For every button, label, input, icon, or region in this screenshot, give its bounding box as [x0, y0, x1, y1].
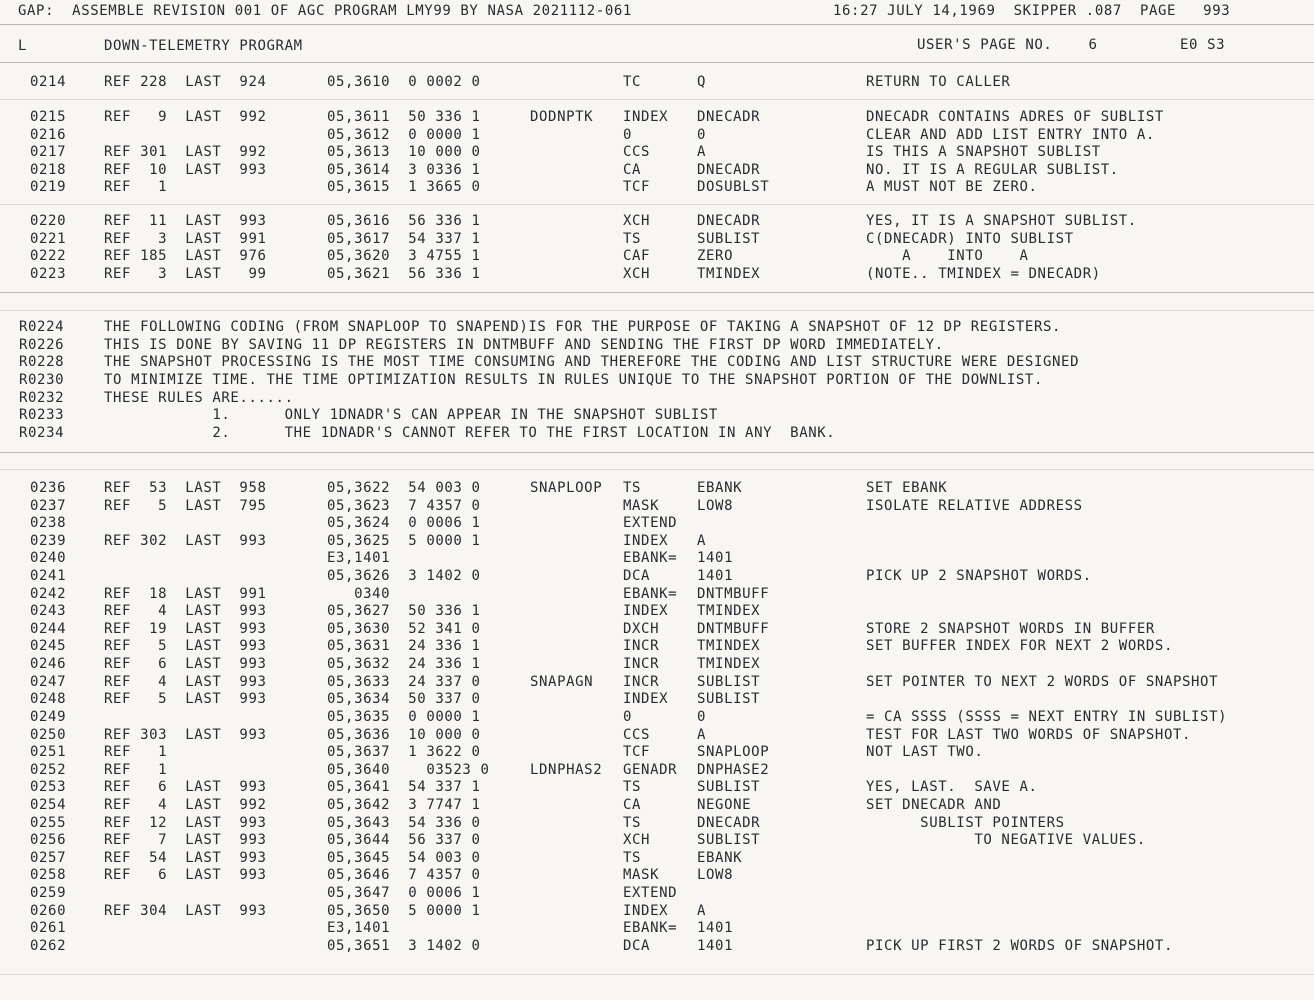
section-title: DOWN-TELEMETRY PROGRAM	[104, 38, 303, 54]
line-op: MASK	[623, 867, 660, 883]
line-comment: TO NEGATIVE VALUES.	[866, 832, 1146, 848]
line-ref: REF 6 LAST 993	[104, 867, 267, 883]
line-operand: DOSUBLST	[697, 179, 770, 195]
remark-number: R0228	[19, 354, 65, 370]
line-addr: 05,3635 0 0000 1	[327, 709, 481, 725]
line-number: 0242	[30, 586, 67, 602]
line-number: 0215	[30, 109, 67, 125]
line-comment: CLEAR AND ADD LIST ENTRY INTO A.	[866, 127, 1155, 143]
line-op: TCF	[623, 744, 651, 760]
line-number: 0255	[30, 815, 67, 831]
line-number: 0221	[30, 231, 67, 247]
separator	[0, 310, 1314, 311]
line-operand: SUBLIST	[697, 691, 761, 707]
line-op: INDEX	[623, 603, 669, 619]
line-operand: A	[697, 903, 707, 919]
line-addr: 05,3623 7 4357 0	[327, 498, 481, 514]
line-op: EXTEND	[623, 885, 678, 901]
line-addr: 05,3645 54 003 0	[327, 850, 481, 866]
line-addr: 05,3611 50 336 1	[327, 109, 481, 125]
line-addr: 05,3642 3 7747 1	[327, 797, 481, 813]
line-ref: REF 304 LAST 993	[104, 903, 267, 919]
line-addr: 05,3651 3 1402 0	[327, 938, 481, 954]
line-ref: REF 6 LAST 993	[104, 779, 267, 795]
line-ref: REF 19 LAST 993	[104, 621, 267, 637]
line-number: 0258	[30, 867, 67, 883]
line-number: 0261	[30, 920, 67, 936]
line-addr: 05,3636 10 000 0	[327, 727, 481, 743]
line-addr: 05,3620 3 4755 1	[327, 248, 481, 264]
line-comment: RETURN TO CALLER	[866, 74, 1011, 90]
line-op: EXTEND	[623, 515, 678, 531]
line-op: TS	[623, 231, 642, 247]
line-operand: 1401	[697, 920, 734, 936]
line-op: CAF	[623, 248, 651, 264]
line-ref: REF 302 LAST 993	[104, 533, 267, 549]
line-comment: SET EBANK	[866, 480, 948, 496]
line-ref: REF 1	[104, 179, 168, 195]
line-op: TC	[623, 74, 642, 90]
line-number: 0245	[30, 638, 67, 654]
line-op: TS	[623, 850, 642, 866]
line-comment: C(DNECADR) INTO SUBLIST	[866, 231, 1074, 247]
remark-number: R0230	[19, 372, 65, 388]
line-op: EBANK=	[623, 586, 678, 602]
remark-text: TO MINIMIZE TIME. THE TIME OPTIMIZATION RESULTS IN RULES UNIQUE TO THE SNAPSHOT PORTION OF THE DOWNLIST.	[104, 372, 1043, 388]
line-number: 0253	[30, 779, 67, 795]
header-datetime-page: 16:27 JULY 14,1969 SKIPPER .087 PAGE 993	[833, 3, 1231, 19]
line-label: SNAPLOOP	[530, 480, 603, 496]
line-number: 0236	[30, 480, 67, 496]
line-number: 0254	[30, 797, 67, 813]
line-ref: REF 12 LAST 993	[104, 815, 267, 831]
line-op: XCH	[623, 832, 651, 848]
line-op: TS	[623, 779, 642, 795]
line-addr: E3,1401	[327, 920, 391, 936]
line-label: SNAPAGN	[530, 674, 594, 690]
line-number: 0252	[30, 762, 67, 778]
line-comment: PICK UP FIRST 2 WORDS OF SNAPSHOT.	[866, 938, 1173, 954]
line-addr: 05,3647 0 0006 1	[327, 885, 481, 901]
line-ref: REF 5 LAST 993	[104, 691, 267, 707]
line-comment: DNECADR CONTAINS ADRES OF SUBLIST	[866, 109, 1164, 125]
line-operand: DNTMBUFF	[697, 621, 770, 637]
line-comment: STORE 2 SNAPSHOT WORDS IN BUFFER	[866, 621, 1155, 637]
line-op: INDEX	[623, 691, 669, 707]
line-op: INCR	[623, 656, 660, 672]
line-label: LDNPHAS2	[530, 762, 603, 778]
line-op: XCH	[623, 213, 651, 229]
line-addr: 05,3650 5 0000 1	[327, 903, 481, 919]
line-op: TS	[623, 480, 642, 496]
line-op: MASK	[623, 498, 660, 514]
line-ref: REF 54 LAST 993	[104, 850, 267, 866]
line-comment: SET POINTER TO NEXT 2 WORDS OF SNAPSHOT	[866, 674, 1219, 690]
line-number: 0223	[30, 266, 67, 282]
line-op: INDEX	[623, 109, 669, 125]
line-comment: SUBLIST POINTERS	[866, 815, 1065, 831]
line-op: 0	[623, 709, 633, 725]
line-addr: 05,3622 54 003 0	[327, 480, 481, 496]
line-addr: E3,1401	[327, 550, 391, 566]
remark-text: THESE RULES ARE......	[104, 390, 294, 406]
listing-type: L	[18, 38, 28, 54]
remark-number: R0226	[19, 337, 65, 353]
line-addr: 05,3637 1 3622 0	[327, 744, 481, 760]
line-ref: REF 5 LAST 795	[104, 498, 267, 514]
line-comment: (NOTE.. TMINDEX = DNECADR)	[866, 266, 1101, 282]
separator-subheader	[0, 62, 1314, 63]
remark-text: THIS IS DONE BY SAVING 11 DP REGISTERS IN DNTMBUFF AND SENDING THE FIRST DP WORD IMMEDIATELY.	[104, 337, 944, 353]
separator	[0, 292, 1314, 293]
line-number: 0259	[30, 885, 67, 901]
line-op: CCS	[623, 727, 651, 743]
line-operand: DNPHASE2	[697, 762, 770, 778]
line-operand: SUBLIST	[697, 231, 761, 247]
line-addr: 0340	[327, 586, 391, 602]
separator	[0, 469, 1314, 470]
line-addr: 05,3610 0 0002 0	[327, 74, 481, 90]
line-operand: LOW8	[697, 867, 734, 883]
line-number: 0220	[30, 213, 67, 229]
line-addr: 05,3626 3 1402 0	[327, 568, 481, 584]
line-addr: 05,3632 24 336 1	[327, 656, 481, 672]
line-op: GENADR	[623, 762, 678, 778]
line-number: 0243	[30, 603, 67, 619]
line-operand: TMINDEX	[697, 656, 761, 672]
line-number: 0249	[30, 709, 67, 725]
remark-number: R0233	[19, 407, 65, 423]
line-operand: SUBLIST	[697, 674, 761, 690]
line-number: 0251	[30, 744, 67, 760]
line-ref: REF 1	[104, 744, 168, 760]
separator	[0, 452, 1314, 453]
line-op: INDEX	[623, 903, 669, 919]
line-operand: SNAPLOOP	[697, 744, 770, 760]
line-number: 0237	[30, 498, 67, 514]
line-number: 0262	[30, 938, 67, 954]
line-addr: 05,3613 10 000 0	[327, 144, 481, 160]
line-operand: EBANK	[697, 850, 743, 866]
line-number: 0218	[30, 162, 67, 178]
line-comment: SET BUFFER INDEX FOR NEXT 2 WORDS.	[866, 638, 1173, 654]
line-addr: 05,3624 0 0006 1	[327, 515, 481, 531]
remark-number: R0224	[19, 319, 65, 335]
line-number: 0219	[30, 179, 67, 195]
line-op: CCS	[623, 144, 651, 160]
line-addr: 05,3631 24 336 1	[327, 638, 481, 654]
line-number: 0256	[30, 832, 67, 848]
line-ref: REF 185 LAST 976	[104, 248, 267, 264]
line-operand: A	[697, 533, 707, 549]
line-operand: TMINDEX	[697, 603, 761, 619]
line-op: TS	[623, 815, 642, 831]
line-ref: REF 4 LAST 993	[104, 603, 267, 619]
line-ref: REF 303 LAST 993	[104, 727, 267, 743]
line-op: EBANK=	[623, 920, 678, 936]
line-addr: 05,3630 52 341 0	[327, 621, 481, 637]
header-title: GAP: ASSEMBLE REVISION 001 OF AGC PROGRAM LMY99 BY NASA 2021112-061	[18, 3, 632, 19]
line-operand: TMINDEX	[697, 266, 761, 282]
line-addr: 05,3646 7 4357 0	[327, 867, 481, 883]
line-op: CA	[623, 797, 642, 813]
line-addr: 05,3640 03523 0	[327, 762, 490, 778]
line-comment: ISOLATE RELATIVE ADDRESS	[866, 498, 1083, 514]
line-operand: TMINDEX	[697, 638, 761, 654]
line-ref: REF 6 LAST 993	[104, 656, 267, 672]
listing-code: E0 S3	[1180, 37, 1226, 53]
separator	[0, 99, 1314, 100]
line-op: 0	[623, 127, 633, 143]
line-op: DXCH	[623, 621, 660, 637]
line-operand: DNECADR	[697, 213, 761, 229]
line-number: 0222	[30, 248, 67, 264]
line-comment: SET DNECADR AND	[866, 797, 1002, 813]
line-addr: 05,3616 56 336 1	[327, 213, 481, 229]
remark-number: R0232	[19, 390, 65, 406]
remark-text: 2. THE 1DNADR'S CANNOT REFER TO THE FIRST LOCATION IN ANY BANK.	[104, 425, 836, 441]
remark-text: 1. ONLY 1DNADR'S CAN APPEAR IN THE SNAPSHOT SUBLIST	[104, 407, 718, 423]
line-number: 0239	[30, 533, 67, 549]
line-op: CA	[623, 162, 642, 178]
line-number: 0250	[30, 727, 67, 743]
line-op: DCA	[623, 568, 651, 584]
line-number: 0260	[30, 903, 67, 919]
remark-text: THE SNAPSHOT PROCESSING IS THE MOST TIME CONSUMING AND THEREFORE THE CODING AND LIST STRUCTURE WERE DESIGNED	[104, 354, 1080, 370]
line-op: INCR	[623, 638, 660, 654]
line-operand: SUBLIST	[697, 779, 761, 795]
line-addr: 05,3621 56 336 1	[327, 266, 481, 282]
line-ref: REF 1	[104, 762, 168, 778]
line-number: 0257	[30, 850, 67, 866]
line-comment: YES, LAST. SAVE A.	[866, 779, 1038, 795]
line-number: 0244	[30, 621, 67, 637]
remark-text: THE FOLLOWING CODING (FROM SNAPLOOP TO SNAPEND)IS FOR THE PURPOSE OF TAKING A SNAPSHOT OF 12 DP REGISTERS.	[104, 319, 1062, 335]
line-addr: 05,3643 54 336 0	[327, 815, 481, 831]
line-comment: NO. IT IS A REGULAR SUBLIST.	[866, 162, 1119, 178]
line-ref: REF 3 LAST 99	[104, 266, 267, 282]
line-ref: REF 4 LAST 992	[104, 797, 267, 813]
line-op: EBANK=	[623, 550, 678, 566]
line-op: INCR	[623, 674, 660, 690]
line-operand: EBANK	[697, 480, 743, 496]
line-ref: REF 18 LAST 991	[104, 586, 267, 602]
line-number: 0246	[30, 656, 67, 672]
line-number: 0240	[30, 550, 67, 566]
line-comment: YES, IT IS A SNAPSHOT SUBLIST.	[866, 213, 1137, 229]
line-ref: REF 228 LAST 924	[104, 74, 267, 90]
line-number: 0241	[30, 568, 67, 584]
line-comment: A MUST NOT BE ZERO.	[866, 179, 1038, 195]
line-addr: 05,3641 54 337 1	[327, 779, 481, 795]
line-operand: 0	[697, 127, 707, 143]
line-ref: REF 9 LAST 992	[104, 109, 267, 125]
line-addr: 05,3612 0 0000 1	[327, 127, 481, 143]
line-addr: 05,3644 56 337 0	[327, 832, 481, 848]
remark-number: R0234	[19, 425, 65, 441]
line-ref: REF 301 LAST 992	[104, 144, 267, 160]
line-operand: Q	[697, 74, 707, 90]
separator-header	[0, 24, 1314, 25]
line-operand: 1401	[697, 550, 734, 566]
line-op: XCH	[623, 266, 651, 282]
line-addr: 05,3615 1 3665 0	[327, 179, 481, 195]
line-number: 0238	[30, 515, 67, 531]
line-op: INDEX	[623, 533, 669, 549]
line-operand: DNECADR	[697, 815, 761, 831]
line-addr: 05,3627 50 336 1	[327, 603, 481, 619]
line-operand: LOW8	[697, 498, 734, 514]
users-page-number: USER'S PAGE NO. 6	[917, 37, 1098, 53]
line-number: 0216	[30, 127, 67, 143]
line-ref: REF 10 LAST 993	[104, 162, 267, 178]
line-comment: NOT LAST TWO.	[866, 744, 984, 760]
line-number: 0217	[30, 144, 67, 160]
line-operand: DNECADR	[697, 109, 761, 125]
line-ref: REF 7 LAST 993	[104, 832, 267, 848]
line-operand: SUBLIST	[697, 832, 761, 848]
line-addr: 05,3614 3 0336 1	[327, 162, 481, 178]
line-operand: DNECADR	[697, 162, 761, 178]
line-label: DODNPTK	[530, 109, 594, 125]
line-op: DCA	[623, 938, 651, 954]
line-comment: IS THIS A SNAPSHOT SUBLIST	[866, 144, 1101, 160]
line-addr: 05,3625 5 0000 1	[327, 533, 481, 549]
line-comment: PICK UP 2 SNAPSHOT WORDS.	[866, 568, 1092, 584]
separator	[0, 974, 1314, 975]
separator	[0, 204, 1314, 205]
line-addr: 05,3617 54 337 1	[327, 231, 481, 247]
line-operand: DNTMBUFF	[697, 586, 770, 602]
line-comment: TEST FOR LAST TWO WORDS OF SNAPSHOT.	[866, 727, 1192, 743]
line-ref: REF 3 LAST 991	[104, 231, 267, 247]
line-comment: A INTO A	[866, 248, 1029, 264]
line-number: 0248	[30, 691, 67, 707]
line-operand: A	[697, 144, 707, 160]
line-ref: REF 4 LAST 993	[104, 674, 267, 690]
line-addr: 05,3633 24 337 0	[327, 674, 481, 690]
line-number: 0247	[30, 674, 67, 690]
line-ref: REF 53 LAST 958	[104, 480, 267, 496]
line-addr: 05,3634 50 337 0	[327, 691, 481, 707]
line-operand: 1401	[697, 568, 734, 584]
line-operand: 1401	[697, 938, 734, 954]
line-operand: NEGONE	[697, 797, 752, 813]
line-ref: REF 11 LAST 993	[104, 213, 267, 229]
line-comment: = CA SSSS (SSSS = NEXT ENTRY IN SUBLIST)	[866, 709, 1228, 725]
line-op: TCF	[623, 179, 651, 195]
line-ref: REF 5 LAST 993	[104, 638, 267, 654]
line-operand: A	[697, 727, 707, 743]
line-operand: ZERO	[697, 248, 734, 264]
line-number: 0214	[30, 74, 67, 90]
line-operand: 0	[697, 709, 707, 725]
